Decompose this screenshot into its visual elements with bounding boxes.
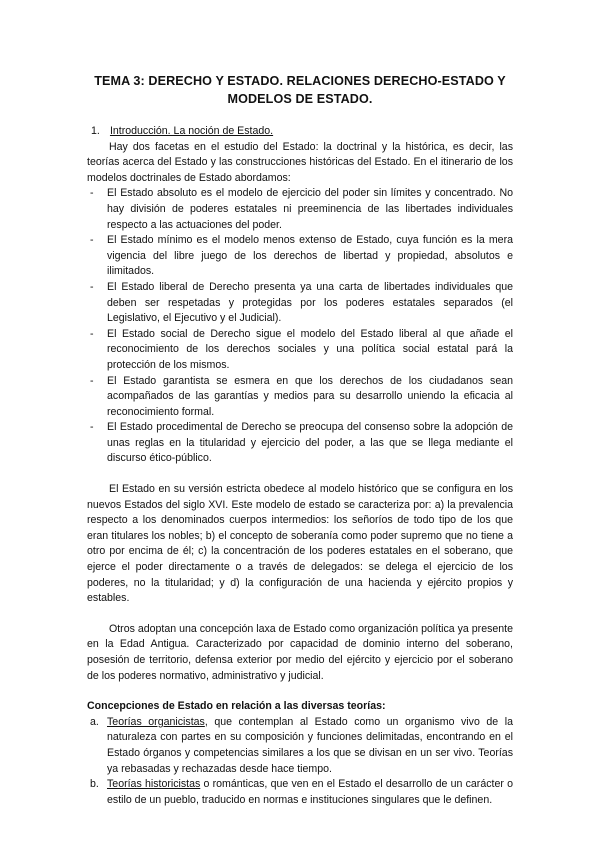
section-heading	[91, 124, 513, 140]
list-item	[87, 327, 513, 374]
lax-state-paragraph: Otros adoptan una concepción laxa de Estado como organización política ya presente en la Edad Antigua. Caracterizado por capacidad de dominio interno del soberano, posesión de territorio, defensa exterior por medio del ejército y ejercicio por el soberano de los poderes normativo, administrativo y judicial.	[87, 622, 513, 682]
list-item	[87, 233, 513, 280]
list-item-text: El Estado absoluto es el modelo de ejercicio del poder sin límites y concentrado. No hay división de poderes estatales ni preeminencia de las libertades individuales respecto a las actuaciones del poder.	[107, 187, 513, 231]
theory-text: o románticas, que ven en el Estado el desarrollo de un carácter o estilo de un pueblo, traducido en normas e instituciones singulares que le definen.	[107, 778, 513, 806]
section-title: Introducción. La noción de Estado.	[109, 125, 274, 137]
theory-name: Teorías historicistas	[107, 778, 201, 791]
dash-marker: -	[90, 327, 94, 340]
list-item-text: El Estado garantista se esmera en que los derechos de los ciudadanos sean acompañados de las garantías y medios para su desarrollo uniendo la eficacia al reconocimiento formal.	[107, 374, 513, 418]
conceptions-heading: Concepciones de Estado en relación a las diversas teorías:	[87, 700, 386, 713]
dash-marker: -	[90, 234, 94, 247]
spacer	[87, 607, 513, 622]
list-item	[87, 715, 513, 777]
list-item	[87, 186, 513, 233]
list-item	[87, 420, 513, 467]
list-marker: b.	[90, 778, 99, 791]
list-item	[87, 777, 513, 808]
list-marker: a.	[90, 715, 99, 728]
list-item-text: El Estado liberal de Derecho presenta ya una carta de libertades individuales que deben ser respetadas y protegidas por los poderes estatales separados (el Legislativo, el Ejecutivo y el Judicial).	[107, 280, 513, 325]
list-item-text: El Estado mínimo es el modelo menos extenso de Estado, cuya función es la mera vigencia del libre juego de los derechos de libertad y propiedad, absolutos e ilimitados.	[107, 234, 513, 278]
dash-marker: -	[90, 374, 94, 387]
intro-paragraph: Hay dos facetas en el estudio del Estado: la doctrinal y la histórica, es decir, las teorías acerca del Estado y las construcciones históricas del Estado. En el itinerario de los modelos doctrinales de Estado abordamos:	[87, 140, 513, 184]
dash-marker: -	[90, 280, 94, 293]
spacer	[87, 684, 513, 699]
strict-state-paragraph: El Estado en su versión estricta obedece al modelo histórico que se configura en los nuevos Estados del siglo XVI. Este modelo de estado se caracteriza por: a) la prevalencia respecto a los denominados cuerpos intermedios: los señoríos de todo tipo de los que eran titulares los nobles; b) el concepto de soberanía como poder supremo que no tiene a otro por encima de él; c) la concentración de los poderes estatales en el soberano, que ejerce el poder directamente o a través de delegados: se delega el ejercicio de los poderes, no la titularidad; y d) la configuración de una hacienda y ejército propios y estables.	[87, 483, 513, 605]
page-title	[87, 72, 513, 108]
theories-list	[87, 715, 513, 809]
theory-text: , que contemplan al Estado como un organismo vivo de la naturaleza con partes en su composición y funciones delimitadas, encontrando en el Estado órganos y competencias similares a los que se divisan en un ser vivo. Teorías ya rebasadas y rechazadas desde hace tiempo.	[107, 715, 513, 775]
list-item	[87, 280, 513, 327]
dash-marker: -	[90, 421, 94, 434]
title-line-1: TEMA 3: DERECHO Y ESTADO. RELACIONES DERECHO-ESTADO Y	[94, 74, 506, 88]
list-item-text: El Estado procedimental de Derecho se preocupa del consenso sobre la adopción de unas reglas en la titularidad y ejercicio del poder, a las que se llega mediante el discurso ético-público.	[107, 421, 513, 465]
list-item	[87, 374, 513, 421]
spacer	[87, 467, 513, 482]
section-number: 1.	[91, 125, 100, 137]
list-item-text: El Estado social de Derecho sigue el modelo del Estado liberal al que añade el reconocimiento de los derechos sociales y una política social estatal pará la protección de los mismos.	[107, 327, 513, 371]
dash-marker: -	[90, 187, 94, 200]
title-line-2: MODELOS DE ESTADO.	[227, 92, 373, 106]
theory-name: Teorías organicistas	[107, 715, 205, 728]
state-models-list	[87, 186, 513, 467]
